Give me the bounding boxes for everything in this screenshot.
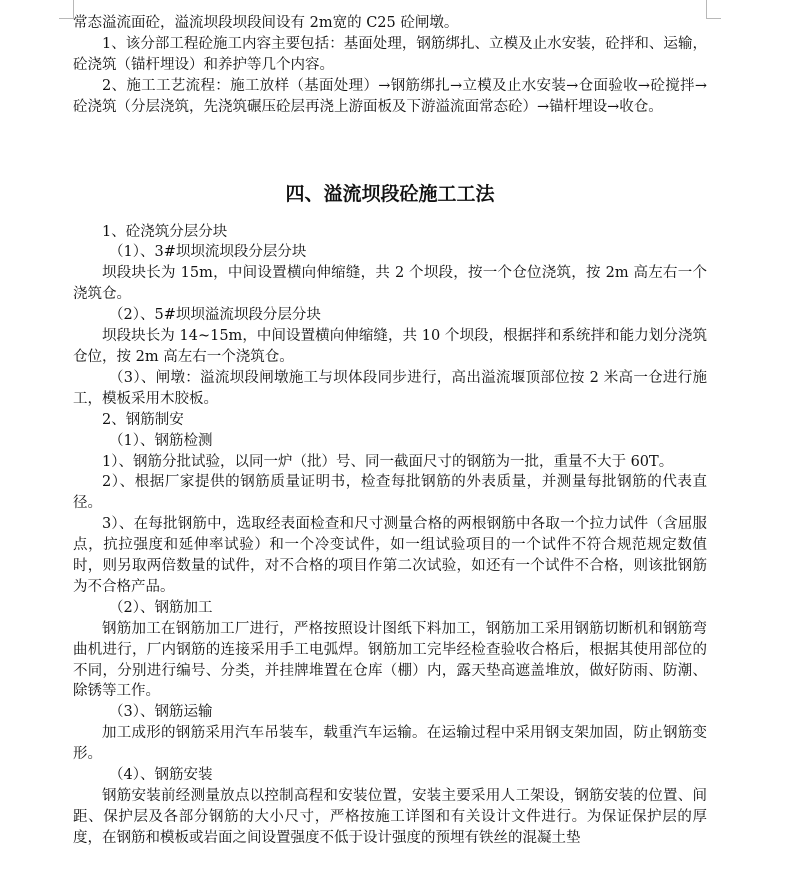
paragraph: 钢筋加工在钢筋加工厂进行，严格按照设计图纸下料加工，钢筋加工采用钢筋切断机和钢筋弯曲机进行，厂内钢筋的连接采用手工电弧焊。钢筋加工完毕经检查验收合格后，根据其使用部位的不同，分别进行编号、分类，并挂牌堆置在仓库（棚）内，露天垫高遮盖堆放，做好防雨、防潮、除锈等工作。 (73, 620, 707, 700)
paragraph: 坝段块长为 14~15m，中间设置横向伸缩缝，共 10 个坝段，根据拌和系统拌和能力划分浇筑仓位，按 2m 高左右一个浇筑仓。 (73, 328, 707, 365)
page-corner-mark-left (59, 0, 74, 19)
document-body (73, 13, 707, 849)
paragraph: （3）、闸墩：溢流坝段闸墩施工与坝体段同步进行，高出溢流堰顶部位按 2 米高一仓进行施工，模板采用木胶板。 (73, 369, 707, 407)
section-heading: 四、溢流坝段砼施工工法 (285, 182, 495, 205)
subsection-title: 1、砼浇筑分层分块 (102, 223, 228, 240)
paragraph: 1、该分部工程砼施工内容主要包括：基面处理，钢筋绑扎、立模及止水安装，砼拌和、运输，砼浇筑（锚杆埋设）和养护等几个内容。 (73, 35, 707, 73)
item-title: （4）、钢筋安装 (109, 767, 213, 784)
paragraph: 3）、在每批钢筋中，选取经表面检查和尺寸测量合格的两根钢筋中各取一个拉力试件（含屈服点，抗拉强度和延伸率试验）和一个冷变试件，如一组试验项目的一个试件不符合规范规定数值时，则另取两倍数量的试件，对不合格的项目作第二次试验，如还有一个试件不合格，则该批钢筋为不合格产品。 (73, 516, 707, 595)
item-title: （2）、5#坝坝溢流坝段分层分块 (109, 307, 321, 324)
paragraph: 加工成形的钢筋采用汽车吊装车，载重汽车运输。在运输过程中采用钢支架加固，防止钢筋变形。 (73, 725, 707, 763)
paragraph: 2、施工工艺流程：施工放样（基面处理）→钢筋绑扎→立模及止水安装→仓面验收→砼搅拌→砼浇筑（分层浇筑，先浇筑碾压砼层再浇上游面板及下游溢流面常态砼）→锚杆埋设→收仓。 (73, 77, 707, 115)
item-title: （1）、3#坝坝流坝段分层分块 (109, 244, 307, 261)
paragraph: 常态溢流面砼，溢流坝段坝段间设有 2m宽的 C25 砼闸墩。 (73, 15, 459, 31)
paragraph: 1）、钢筋分批试验，以同一炉（批）号、同一截面尺寸的钢筋为一批，重量不大于 60T。 (102, 453, 674, 470)
paragraph: 钢筋安装前经测量放点以控制高程和安装位置，安装主要采用人工架设，钢筋安装的位置、间距、保护层及各部分钢筋的大小尺寸，严格按施工详图和有关设计文件进行。为保证保护层的厚度，在钢筋和模板或岩面之间设置强度不低于设计强度的预埋有铁丝的混凝土垫 (73, 788, 707, 846)
paragraph: 2）、根据厂家提供的钢筋质量证明书，检查每批钢筋的外表质量，并测量每批钢筋的代表直径。 (73, 474, 707, 512)
subsection-title: 2、钢筋制安 (102, 411, 184, 428)
page-corner-mark-right (706, 0, 721, 19)
item-title: （3）、钢筋运输 (109, 704, 213, 721)
item-title: （2）、钢筋加工 (109, 599, 213, 616)
paragraph: 坝段块长为 15m，中间设置横向伸缩缝，共 2 个坝段，按一个仓位浇筑，按 2m 高左右一个浇筑仓。 (73, 265, 707, 303)
item-title: （1）、钢筋检测 (109, 432, 213, 449)
